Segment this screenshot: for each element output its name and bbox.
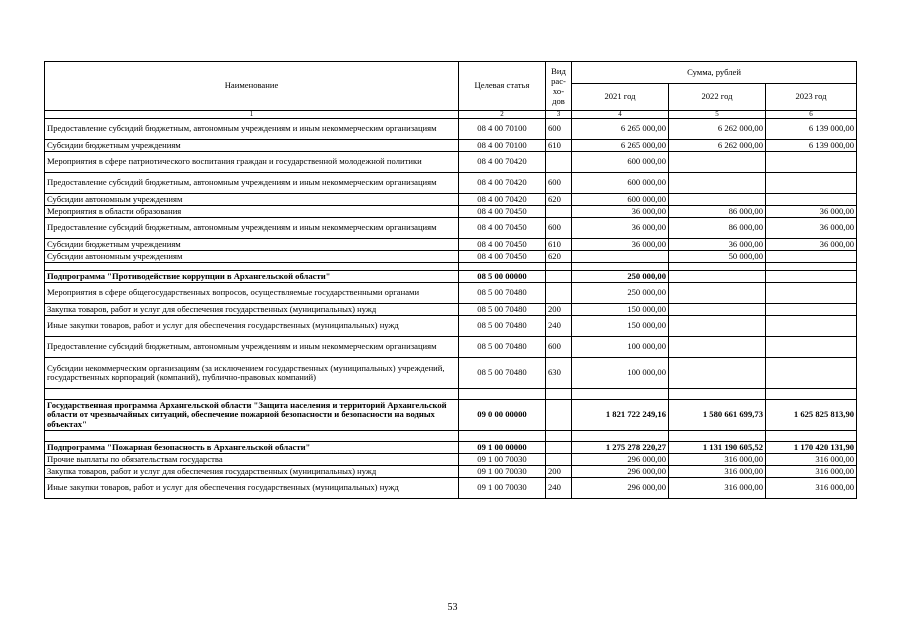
row-amount-2021-cell xyxy=(572,389,669,400)
row-amount-2023-cell xyxy=(766,304,857,316)
row-amount-2021-cell: 100 000,00 xyxy=(572,337,669,358)
row-amount-2023-cell: 316 000,00 xyxy=(766,466,857,478)
table-row xyxy=(45,194,857,206)
row-amount-2021-cell: 250 000,00 xyxy=(572,271,669,283)
row-amount-2021-cell: 250 000,00 xyxy=(572,283,669,304)
row-expense-type-cell: 200 xyxy=(546,304,572,316)
row-amount-2021-cell: 600 000,00 xyxy=(572,173,669,194)
column-number: 4 xyxy=(572,111,669,119)
row-expense-type-cell xyxy=(546,400,572,431)
row-amount-2021-cell: 6 265 000,00 xyxy=(572,119,669,140)
row-amount-2023-cell xyxy=(766,316,857,337)
header-name: Наименование xyxy=(45,62,459,111)
table-row xyxy=(45,173,857,194)
row-target-code-cell: 08 4 00 70450 xyxy=(459,218,546,239)
row-target-code-cell: 09 1 00 00000 xyxy=(459,442,546,454)
row-name-cell: Иные закупки товаров, работ и услуг для обеспечения государственных (муниципальных) нужд xyxy=(45,478,459,499)
row-amount-2022-cell xyxy=(669,283,766,304)
row-amount-2023-cell: 36 000,00 xyxy=(766,218,857,239)
row-target-code-cell: 08 5 00 00000 xyxy=(459,271,546,283)
header-year-2023: 2023 год xyxy=(766,84,857,111)
row-expense-type-cell xyxy=(546,152,572,173)
column-number: 3 xyxy=(546,111,572,119)
row-name-cell: Мероприятия в области образования xyxy=(45,206,459,218)
row-name-cell: Предоставление субсидий бюджетным, автономным учреждениям и иным некоммерческим организациям xyxy=(45,337,459,358)
row-amount-2022-cell xyxy=(669,431,766,442)
row-name-cell: Закупка товаров, работ и услуг для обеспечения государственных (муниципальных) нужд xyxy=(45,466,459,478)
row-expense-type-cell: 600 xyxy=(546,173,572,194)
header-expense-type: Вид рас- хо- дов xyxy=(546,62,572,111)
row-amount-2022-cell xyxy=(669,271,766,283)
row-amount-2022-cell: 86 000,00 xyxy=(669,218,766,239)
row-expense-type-cell: 600 xyxy=(546,218,572,239)
row-expense-type-cell: 200 xyxy=(546,466,572,478)
row-amount-2022-cell: 316 000,00 xyxy=(669,466,766,478)
row-expense-type-cell: 600 xyxy=(546,337,572,358)
table-row xyxy=(45,263,857,271)
row-expense-type-cell xyxy=(546,389,572,400)
table-row xyxy=(45,442,857,454)
row-target-code-cell: 08 5 00 70480 xyxy=(459,337,546,358)
row-expense-type-cell xyxy=(546,454,572,466)
row-amount-2023-cell: 1 170 420 131,90 xyxy=(766,442,857,454)
table-row xyxy=(45,389,857,400)
row-target-code-cell: 08 5 00 70480 xyxy=(459,283,546,304)
row-expense-type-cell xyxy=(546,442,572,454)
row-amount-2022-cell xyxy=(669,389,766,400)
row-name-cell: Иные закупки товаров, работ и услуг для обеспечения государственных (муниципальных) нужд xyxy=(45,316,459,337)
row-target-code-cell: 08 4 00 70100 xyxy=(459,119,546,140)
table-row xyxy=(45,140,857,152)
row-amount-2021-cell xyxy=(572,263,669,271)
table-row xyxy=(45,206,857,218)
table-row xyxy=(45,478,857,499)
row-amount-2021-cell: 100 000,00 xyxy=(572,358,669,389)
row-amount-2023-cell xyxy=(766,358,857,389)
header-sum: Сумма, рублей xyxy=(572,62,857,84)
row-name-cell: Мероприятия в сфере общегосударственных вопросов, осуществляемые государственными органами xyxy=(45,283,459,304)
row-amount-2021-cell: 6 265 000,00 xyxy=(572,140,669,152)
row-name-cell: Подпрограмма "Противодействие коррупции в Архангельской области" xyxy=(45,271,459,283)
row-name-cell: Субсидии некоммерческим организациям (за исключением государственных (муниципальных) учреждений, государственных корпораций (компаний), публично-правовых компаний) xyxy=(45,358,459,389)
row-name-cell: Субсидии бюджетным учреждениям xyxy=(45,239,459,251)
row-name-cell: Предоставление субсидий бюджетным, автономным учреждениям и иным некоммерческим организациям xyxy=(45,173,459,194)
row-amount-2023-cell: 6 139 000,00 xyxy=(766,140,857,152)
column-number: 2 xyxy=(459,111,546,119)
table-row xyxy=(45,218,857,239)
row-name-cell: Предоставление субсидий бюджетным, автономным учреждениям и иным некоммерческим организациям xyxy=(45,119,459,140)
row-amount-2021-cell: 1 275 278 220,27 xyxy=(572,442,669,454)
row-expense-type-cell xyxy=(546,206,572,218)
row-amount-2021-cell: 36 000,00 xyxy=(572,239,669,251)
table-row xyxy=(45,454,857,466)
row-amount-2021-cell: 600 000,00 xyxy=(572,152,669,173)
row-name-cell xyxy=(45,263,459,271)
row-name-cell: Подпрограмма "Пожарная безопасность в Архангельской области" xyxy=(45,442,459,454)
column-number: 5 xyxy=(669,111,766,119)
row-amount-2021-cell xyxy=(572,431,669,442)
row-expense-type-cell xyxy=(546,263,572,271)
row-target-code-cell: 08 4 00 70450 xyxy=(459,206,546,218)
header-target-article: Целевая статья xyxy=(459,62,546,111)
budget-table xyxy=(44,61,857,499)
row-amount-2023-cell xyxy=(766,389,857,400)
row-amount-2021-cell: 600 000,00 xyxy=(572,194,669,206)
row-name-cell: Мероприятия в сфере патриотического воспитания граждан и государственной молодежной политики xyxy=(45,152,459,173)
row-expense-type-cell: 240 xyxy=(546,316,572,337)
row-expense-type-cell: 240 xyxy=(546,478,572,499)
row-amount-2022-cell xyxy=(669,152,766,173)
row-amount-2022-cell xyxy=(669,316,766,337)
column-number: 1 xyxy=(45,111,459,119)
row-amount-2022-cell xyxy=(669,263,766,271)
row-amount-2023-cell: 316 000,00 xyxy=(766,478,857,499)
table-row xyxy=(45,239,857,251)
row-amount-2023-cell: 36 000,00 xyxy=(766,206,857,218)
row-amount-2022-cell: 86 000,00 xyxy=(669,206,766,218)
row-amount-2023-cell xyxy=(766,263,857,271)
row-amount-2021-cell: 296 000,00 xyxy=(572,454,669,466)
table-row xyxy=(45,400,857,431)
row-target-code-cell xyxy=(459,263,546,271)
header-year-2022: 2022 год xyxy=(669,84,766,111)
row-amount-2023-cell xyxy=(766,283,857,304)
row-amount-2023-cell xyxy=(766,337,857,358)
row-amount-2023-cell xyxy=(766,431,857,442)
row-expense-type-cell: 630 xyxy=(546,358,572,389)
table-body xyxy=(45,119,857,499)
row-name-cell: Субсидии автономным учреждениям xyxy=(45,251,459,263)
row-name-cell: Прочие выплаты по обязательствам государства xyxy=(45,454,459,466)
row-target-code-cell: 09 1 00 70030 xyxy=(459,466,546,478)
row-name-cell xyxy=(45,389,459,400)
table-row xyxy=(45,358,857,389)
row-amount-2022-cell xyxy=(669,304,766,316)
row-name-cell: Субсидии автономным учреждениям xyxy=(45,194,459,206)
row-amount-2021-cell: 150 000,00 xyxy=(572,304,669,316)
row-amount-2021-cell: 296 000,00 xyxy=(572,478,669,499)
row-expense-type-cell xyxy=(546,431,572,442)
row-amount-2022-cell xyxy=(669,358,766,389)
row-target-code-cell: 08 4 00 70450 xyxy=(459,251,546,263)
row-amount-2022-cell: 316 000,00 xyxy=(669,478,766,499)
table-row xyxy=(45,152,857,173)
row-target-code-cell: 09 1 00 70030 xyxy=(459,478,546,499)
table-row xyxy=(45,283,857,304)
row-target-code-cell: 08 4 00 70420 xyxy=(459,173,546,194)
row-target-code-cell: 08 4 00 70420 xyxy=(459,194,546,206)
row-target-code-cell: 08 4 00 70100 xyxy=(459,140,546,152)
table-row xyxy=(45,431,857,442)
row-amount-2023-cell: 316 000,00 xyxy=(766,454,857,466)
row-expense-type-cell xyxy=(546,283,572,304)
row-target-code-cell: 09 0 00 00000 xyxy=(459,400,546,431)
row-amount-2022-cell: 36 000,00 xyxy=(669,239,766,251)
row-amount-2022-cell: 6 262 000,00 xyxy=(669,119,766,140)
row-name-cell: Предоставление субсидий бюджетным, автономным учреждениям и иным некоммерческим организациям xyxy=(45,218,459,239)
page-number: 53 xyxy=(447,602,458,613)
row-amount-2021-cell: 36 000,00 xyxy=(572,206,669,218)
row-amount-2022-cell: 316 000,00 xyxy=(669,454,766,466)
row-expense-type-cell: 610 xyxy=(546,239,572,251)
table-row xyxy=(45,271,857,283)
row-amount-2021-cell: 1 821 722 249,16 xyxy=(572,400,669,431)
row-amount-2023-cell xyxy=(766,173,857,194)
row-amount-2021-cell: 150 000,00 xyxy=(572,316,669,337)
row-name-cell: Государственная программа Архангельской области "Защита населения и территорий Архангельской области от чрезвычайных ситуаций, обеспечение пожарной безопасности и безопасности на водных объектах" xyxy=(45,400,459,431)
table-row xyxy=(45,466,857,478)
table-row xyxy=(45,304,857,316)
row-amount-2021-cell xyxy=(572,251,669,263)
row-target-code-cell xyxy=(459,389,546,400)
row-amount-2022-cell xyxy=(669,173,766,194)
row-target-code-cell: 09 1 00 70030 xyxy=(459,454,546,466)
row-amount-2022-cell: 50 000,00 xyxy=(669,251,766,263)
row-amount-2023-cell xyxy=(766,251,857,263)
row-target-code-cell: 08 5 00 70480 xyxy=(459,304,546,316)
row-name-cell: Закупка товаров, работ и услуг для обеспечения государственных (муниципальных) нужд xyxy=(45,304,459,316)
row-expense-type-cell: 610 xyxy=(546,140,572,152)
row-expense-type-cell xyxy=(546,271,572,283)
row-amount-2023-cell: 36 000,00 xyxy=(766,239,857,251)
row-amount-2023-cell xyxy=(766,271,857,283)
row-amount-2021-cell: 36 000,00 xyxy=(572,218,669,239)
column-number: 6 xyxy=(766,111,857,119)
table-row xyxy=(45,119,857,140)
row-amount-2023-cell xyxy=(766,152,857,173)
row-amount-2023-cell: 6 139 000,00 xyxy=(766,119,857,140)
row-target-code-cell: 08 4 00 70450 xyxy=(459,239,546,251)
row-amount-2022-cell xyxy=(669,337,766,358)
row-amount-2021-cell: 296 000,00 xyxy=(572,466,669,478)
row-expense-type-cell: 620 xyxy=(546,194,572,206)
row-amount-2023-cell xyxy=(766,194,857,206)
table-row xyxy=(45,316,857,337)
row-amount-2023-cell: 1 625 825 813,90 xyxy=(766,400,857,431)
row-expense-type-cell: 620 xyxy=(546,251,572,263)
row-target-code-cell: 08 5 00 70480 xyxy=(459,358,546,389)
row-target-code-cell xyxy=(459,431,546,442)
header-year-2021: 2021 год xyxy=(572,84,669,111)
row-expense-type-cell: 600 xyxy=(546,119,572,140)
row-amount-2022-cell xyxy=(669,194,766,206)
row-amount-2022-cell: 1 131 190 605,52 xyxy=(669,442,766,454)
table-row xyxy=(45,337,857,358)
row-target-code-cell: 08 5 00 70480 xyxy=(459,316,546,337)
row-amount-2022-cell: 6 262 000,00 xyxy=(669,140,766,152)
row-target-code-cell: 08 4 00 70420 xyxy=(459,152,546,173)
row-name-cell xyxy=(45,431,459,442)
table-row xyxy=(45,251,857,263)
row-name-cell: Субсидии бюджетным учреждениям xyxy=(45,140,459,152)
row-amount-2022-cell: 1 580 661 699,73 xyxy=(669,400,766,431)
